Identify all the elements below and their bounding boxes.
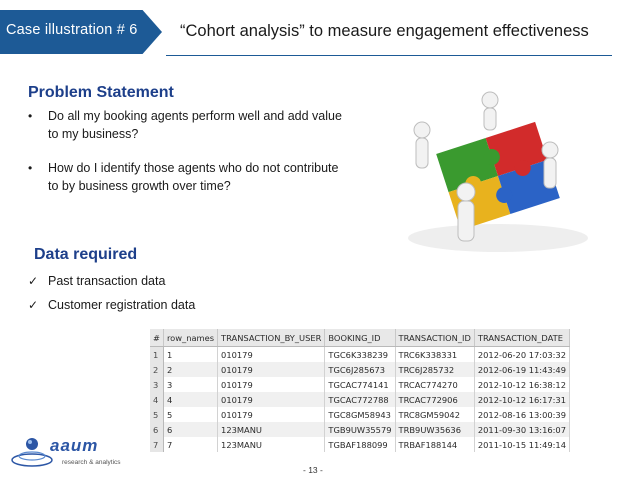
row-index: 3 [150,377,163,392]
header-divider [166,55,612,56]
table-cell: 123MANU [218,437,325,452]
table-cell: 2012-10-12 16:38:12 [474,377,569,392]
row-index: 7 [150,437,163,452]
problem-list [28,107,348,211]
problem-item-text: Do all my booking agents perform well and add value to my business? [48,109,342,141]
table-cell: TGBAF188099 [325,437,395,452]
table-cell: 010179 [218,347,325,363]
table-cell: TRC6K338331 [395,347,474,363]
table-row [150,392,570,407]
table-cell: TGC8GM58943 [325,407,395,422]
table-cell: 2011-09-30 13:16:07 [474,422,569,437]
table-cell: 010179 [218,392,325,407]
column-header: BOOKING_ID [325,329,395,347]
case-illustration-label: Case illustration # 6 [6,22,138,38]
table-row [150,377,570,392]
table-cell: TRBAF188144 [395,437,474,452]
bullet-icon: • [28,161,33,175]
table-cell: 2012-08-16 13:00:39 [474,407,569,422]
check-icon: ✓ [28,298,39,312]
data-required-item [28,296,195,314]
table-cell: 2011-10-15 11:49:14 [474,437,569,452]
column-header: row_names [163,329,217,347]
column-header: TRANSACTION_ID [395,329,474,347]
table-cell: 3 [163,377,217,392]
table-cell: 4 [163,392,217,407]
table-row [150,422,570,437]
problem-item [28,159,348,195]
table-cell: TRC8GM59042 [395,407,474,422]
row-index: 1 [150,347,163,363]
table-cell: TRC6J285732 [395,362,474,377]
table-row [150,347,570,363]
table-cell: 5 [163,407,217,422]
table-row [150,437,570,452]
problem-statement-heading: Problem Statement [28,84,174,101]
row-index: 2 [150,362,163,377]
table-cell: 1 [163,347,217,363]
table-cell: 010179 [218,362,325,377]
data-required-item-text: Customer registration data [48,298,196,312]
logo-tagline: research & analytics [62,459,121,466]
table-cell: 2012-06-19 11:43:49 [474,362,569,377]
column-header: TRANSACTION_BY_USER [218,329,325,347]
table-cell: TGC6K338239 [325,347,395,363]
table-cell: 010179 [218,407,325,422]
table-cell: TGC6J285673 [325,362,395,377]
table-header-row [150,329,570,347]
table-cell: 2012-06-20 17:03:32 [474,347,569,363]
data-required-item [28,272,195,290]
table-cell: 2 [163,362,217,377]
table-cell: 7 [163,437,217,452]
bullet-icon: • [28,109,33,123]
logo-name: aaum [50,436,99,455]
row-index: 6 [150,422,163,437]
table-cell: TGB9UW35579 [325,422,395,437]
table-cell: 6 [163,422,217,437]
data-required-item-text: Past transaction data [48,274,166,288]
problem-item-text: How do I identify those agents who do not contribute to by business growth over time? [48,161,339,193]
table-row [150,407,570,422]
data-required-list [28,272,195,320]
row-index: 4 [150,392,163,407]
data-required-heading: Data required [34,246,138,263]
page-number: - 13 - [303,465,323,475]
table-cell: TRCAC774270 [395,377,474,392]
table-cell: 010179 [218,377,325,392]
table-cell: TRCAC772906 [395,392,474,407]
column-header: TRANSACTION_DATE [474,329,569,347]
table-cell: TGCAC772788 [325,392,395,407]
table-cell: 2012-10-12 16:17:31 [474,392,569,407]
problem-item [28,107,348,143]
transaction-table [150,329,570,452]
puzzle-people-illustration [400,88,596,256]
table-cell: 123MANU [218,422,325,437]
table-row [150,362,570,377]
table-cell: TRB9UW35636 [395,422,474,437]
column-header: # [150,329,163,347]
slide-title: “Cohort analysis” to measure engagement effectiveness [180,22,589,40]
table-cell: TGCAC774141 [325,377,395,392]
check-icon: ✓ [28,274,39,288]
row-index: 5 [150,407,163,422]
